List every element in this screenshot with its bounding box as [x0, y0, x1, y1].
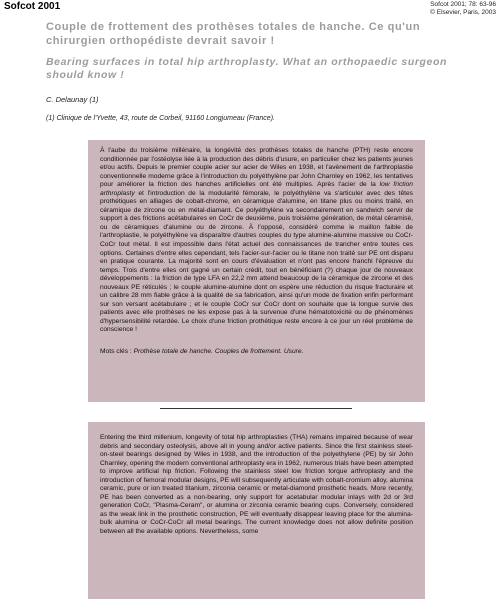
title-english: Bearing surfaces in total hip arthroplasty. What an orthopaedic surgeon should know !: [46, 56, 448, 81]
abstract-english-text: Entering the third millenium, longevity of total hip arthroplasties (THA) remains impaired because of wear debris and secondary osteolysis, above all in young and/or active patients. Since the first stainless steel-on-steel bearings designed by Wiles in 1938, and the introduction of the polyethylene (PE) by sir John Charnley, opening the modern conventional arthroplasty era in 1962, numerous trials have been attempted to improve artificial hip friction. Following the stainless steel low friction torque arthroplasty and the introduction of femoral modular designs, PE will subsequently articulate with cobalt-cromium alloy, alumina ceramic, pure or ion treated titanium, zirconia ceramic or metal-diamond prosthetic heads. More recently, PE has been converted as a non-bearing, only support for acetabular modular inlays with 2d or 3rd generation CoCr, "Plasma-Ceram", or alumina or zirconia ceramic bearing cups. Conversely, considered as the weak link in the prosthetic construction, PE will eventually disappear leaving place for the alumina-bulk alumina or CoCr-CoCr all metal bearings. The current knowledge does not allow definite position between all the available options. Nevertheless, some: [100, 434, 413, 536]
citation-block: [430, 1, 496, 17]
keywords-french: [100, 347, 413, 356]
author: C. Delaunay (1): [46, 95, 99, 104]
journal-name: Sofcot 2001: [4, 1, 61, 12]
abstract-french-part-2: et l'introduction de la modularité fémorale, le polyéthylène va s'articuler avec des têtes prothétiques en alliages de cobalt-chrome, en céramique d'alumine, en titane plus ou moins traité, en céramique de zircone ou en métal-diamant. Ce polyéthylène va secondairement en sandwich servir de support à des frictions acétabulaires en CoCr de deuxième, puis troisième génération, de métal céramisé, ou de céramiques d'alumine ou de zircone. À l'opposé, considéré comme le maillon faible de l'arthroplastie, le polyéthylène va disparaître d'autres couples du type alumine-alumine massive ou CoCr-CoCr tout métal. Il est impossible dans l'état actuel des connaissances de trancher entre toutes ces options. Certaines d'entre elles cependant, tels l'acier-sur-l'acier ou le titane non traité sur PE ont disparu en pratique courante. La majorité sont en cours d'évaluation et n'ont pas encore franchi l'épreuve du temps. Trois d'entre elles ont gagné un certain crédit, tout en bénéficiant (?) chaque jour de nouveaux développements : la friction de type LFA en 22,2 mm attend beaucoup de la céramique de zircone et des nouveaux PE réticulés ; le couple alumine-alumine dont on espère une réduction du risque fracturaire et un calibre 28 mm fiable grâce à la qualité de sa fabrication, ainsi qu'un mode de fixation enfin performant sur son versant acétabulaire ; et le couple CoCr sur CoCr dont on souhaite que la longue survie des patients avec elle prothèses ne les expose pas à la survenue d'une hématotoxicité ou de phénomènes d'hypersensibilité retardée. Le choix d'une friction prothétique reste encore à ce jour un réel problème de conscience !: [100, 189, 413, 334]
abstract-french: [88, 140, 425, 402]
citation: Sofcot 2001; 78: 63-96: [430, 1, 496, 8]
abstract-english: [88, 422, 425, 599]
abstract-french-text: [100, 147, 413, 335]
section-divider: [160, 408, 352, 409]
abstract-french-italic: low friction arthroplasty: [100, 181, 413, 197]
affiliation: (1) Clinique de l'Yvette, 43, route de Corbeil, 91160 Longjumeau (France).: [46, 115, 275, 122]
keywords-label: Mots clés :: [100, 348, 134, 356]
title-french: Couple de frottement des prothèses totales de hanche. Ce qu'un chirurgien orthopédiste devrait savoir !: [46, 21, 421, 47]
abstract-french-part-1: À l'aube du troisième millénaire, la longévité des prothèses totales de hanche (PTH) reste encore conditionnée par l'ostéolyse liée à la production des débris d'usure, en particulier chez les patients jeunes et/ou actifs. Depuis le premier couple acier sur acier de Wiles en 1938, et l'avènement de l'arthroplastie conventionnelle moderne grâce à l'introduction du polyéthylène par John Charnley en 1962, les tentatives pour améliorer la friction des hanches artificielles ont été multiples. Après l'acier de la: [100, 147, 413, 189]
keywords-list: Prothèse totale de hanche. Couples de frottement. Usure.: [133, 348, 304, 356]
copyright: © Elsevier, Paris, 2003: [430, 9, 496, 16]
